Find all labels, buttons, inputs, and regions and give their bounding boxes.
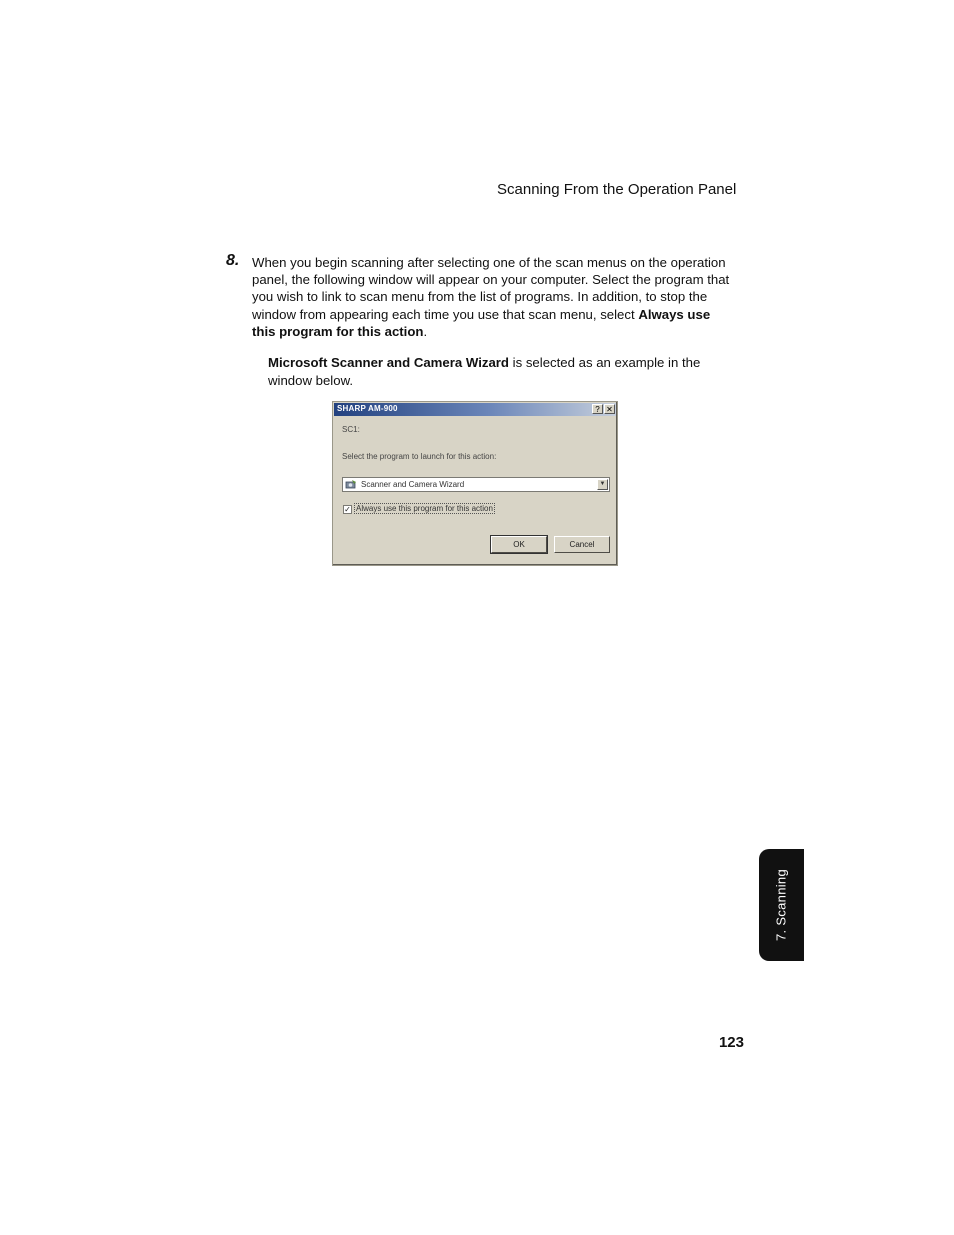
dialog-titlebar [334,403,616,416]
note-text: is selected as an example in the window below. [268,355,701,388]
running-header: Scanning From the Operation Panel [497,181,737,198]
cancel-button[interactable]: Cancel [554,536,610,553]
chapter-tab-label: 7. Scanning [773,869,789,941]
program-prompt: Select the program to launch for this action: [342,452,497,461]
close-button[interactable]: ✕ [604,404,615,414]
dialog-title: SHARP AM-900 [337,404,398,413]
chapter-tab [759,849,804,961]
scanner-camera-icon [345,479,357,490]
step-number: 8. [226,252,240,269]
step-text: When you begin scanning after selecting one of the scan menus on the operation panel, the following window will appear on your computer. Select the program that you wish to link to scan menu from the list of programs. In addition, to stop the window from appearing each time you use that scan menu, select [252,255,730,322]
step-paragraph [252,254,732,340]
program-select[interactable] [342,477,610,492]
selected-program: Scanner and Camera Wizard [361,480,465,489]
step-bold-option: Always use this program for this action [252,306,711,339]
chevron-down-icon[interactable]: ▼ [597,479,608,490]
note-bold-program: Microsoft Scanner and Camera Wizard [268,355,509,370]
help-button[interactable]: ? [592,404,603,414]
always-use-checkbox[interactable]: ✓ [344,505,351,514]
ok-button[interactable]: OK [491,536,547,553]
always-use-label[interactable]: Always use this program for this action [356,504,493,513]
note-paragraph [268,354,738,390]
page-number: 123 [718,1034,744,1051]
scan-menu-label: SC1: [342,425,360,434]
dialog-screenshot [332,401,618,566]
step-text-end: . [423,323,428,339]
